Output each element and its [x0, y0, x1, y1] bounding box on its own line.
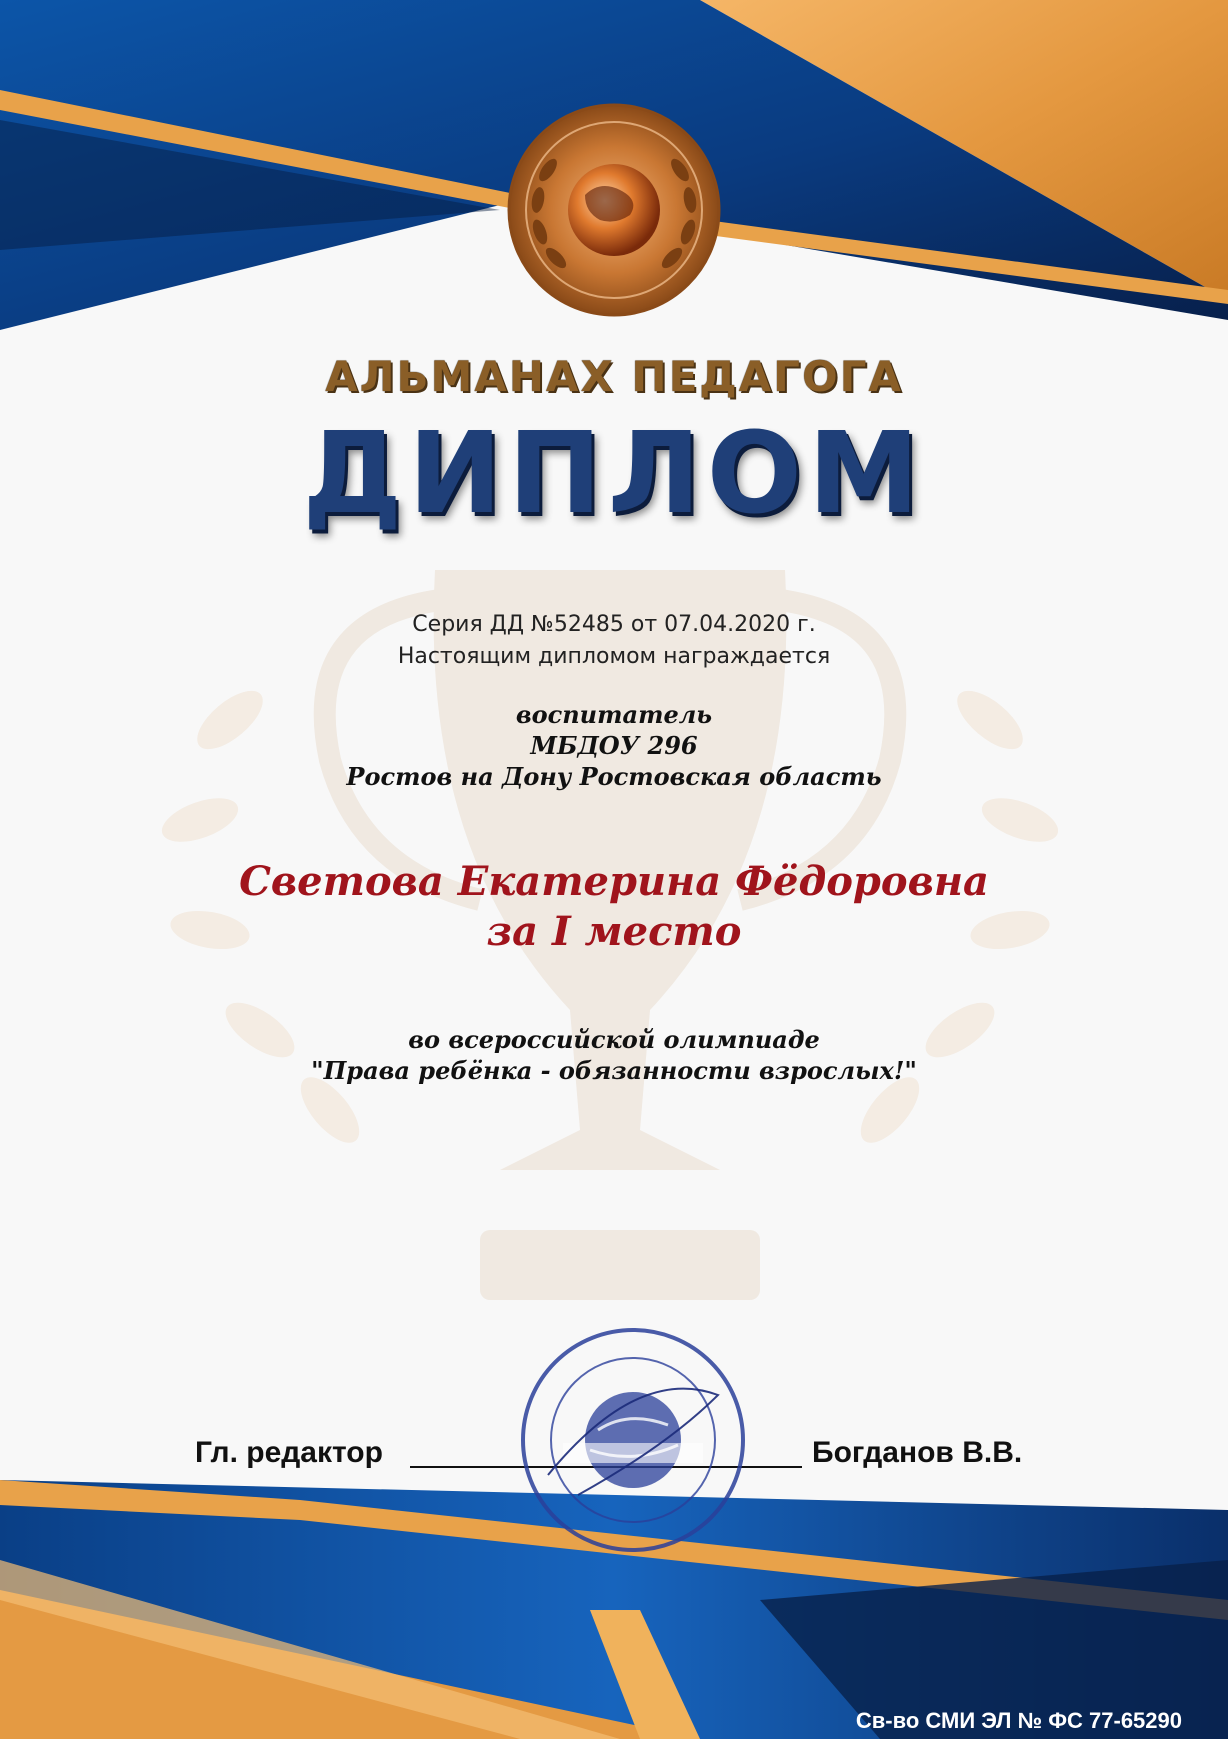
diploma-title: ДИПЛОМ [302, 409, 926, 539]
series-number: Серия ДД №52485 от 07.04.2020 г. [412, 612, 816, 637]
brand-title: АЛЬМАНАХ ПЕДАГОГА [325, 352, 903, 401]
award-place: за I место [486, 908, 742, 955]
seal-emblem [509, 105, 719, 315]
recipient-organization: МБДОУ 296 [530, 731, 698, 760]
award-intro: Настоящим дипломом награждается [397, 644, 831, 669]
media-license: Св-во СМИ ЭЛ № ФС 77-65290 [855, 1708, 1182, 1733]
editor-name: Богданов В.В. [812, 1436, 1023, 1469]
recipient-position: воспитатель [515, 700, 713, 729]
official-stamp [518, 1325, 748, 1555]
recipient-location: Ростов на Дону Ростовская область [346, 762, 882, 791]
event-title: "Права ребёнка - обязанности взрослых!" [311, 1056, 917, 1085]
recipient-name: Светова Екатерина Фёдоровна [239, 858, 989, 905]
event-type: во всероссийской олимпиаде [408, 1025, 820, 1054]
editor-label: Гл. редактор [195, 1436, 383, 1469]
